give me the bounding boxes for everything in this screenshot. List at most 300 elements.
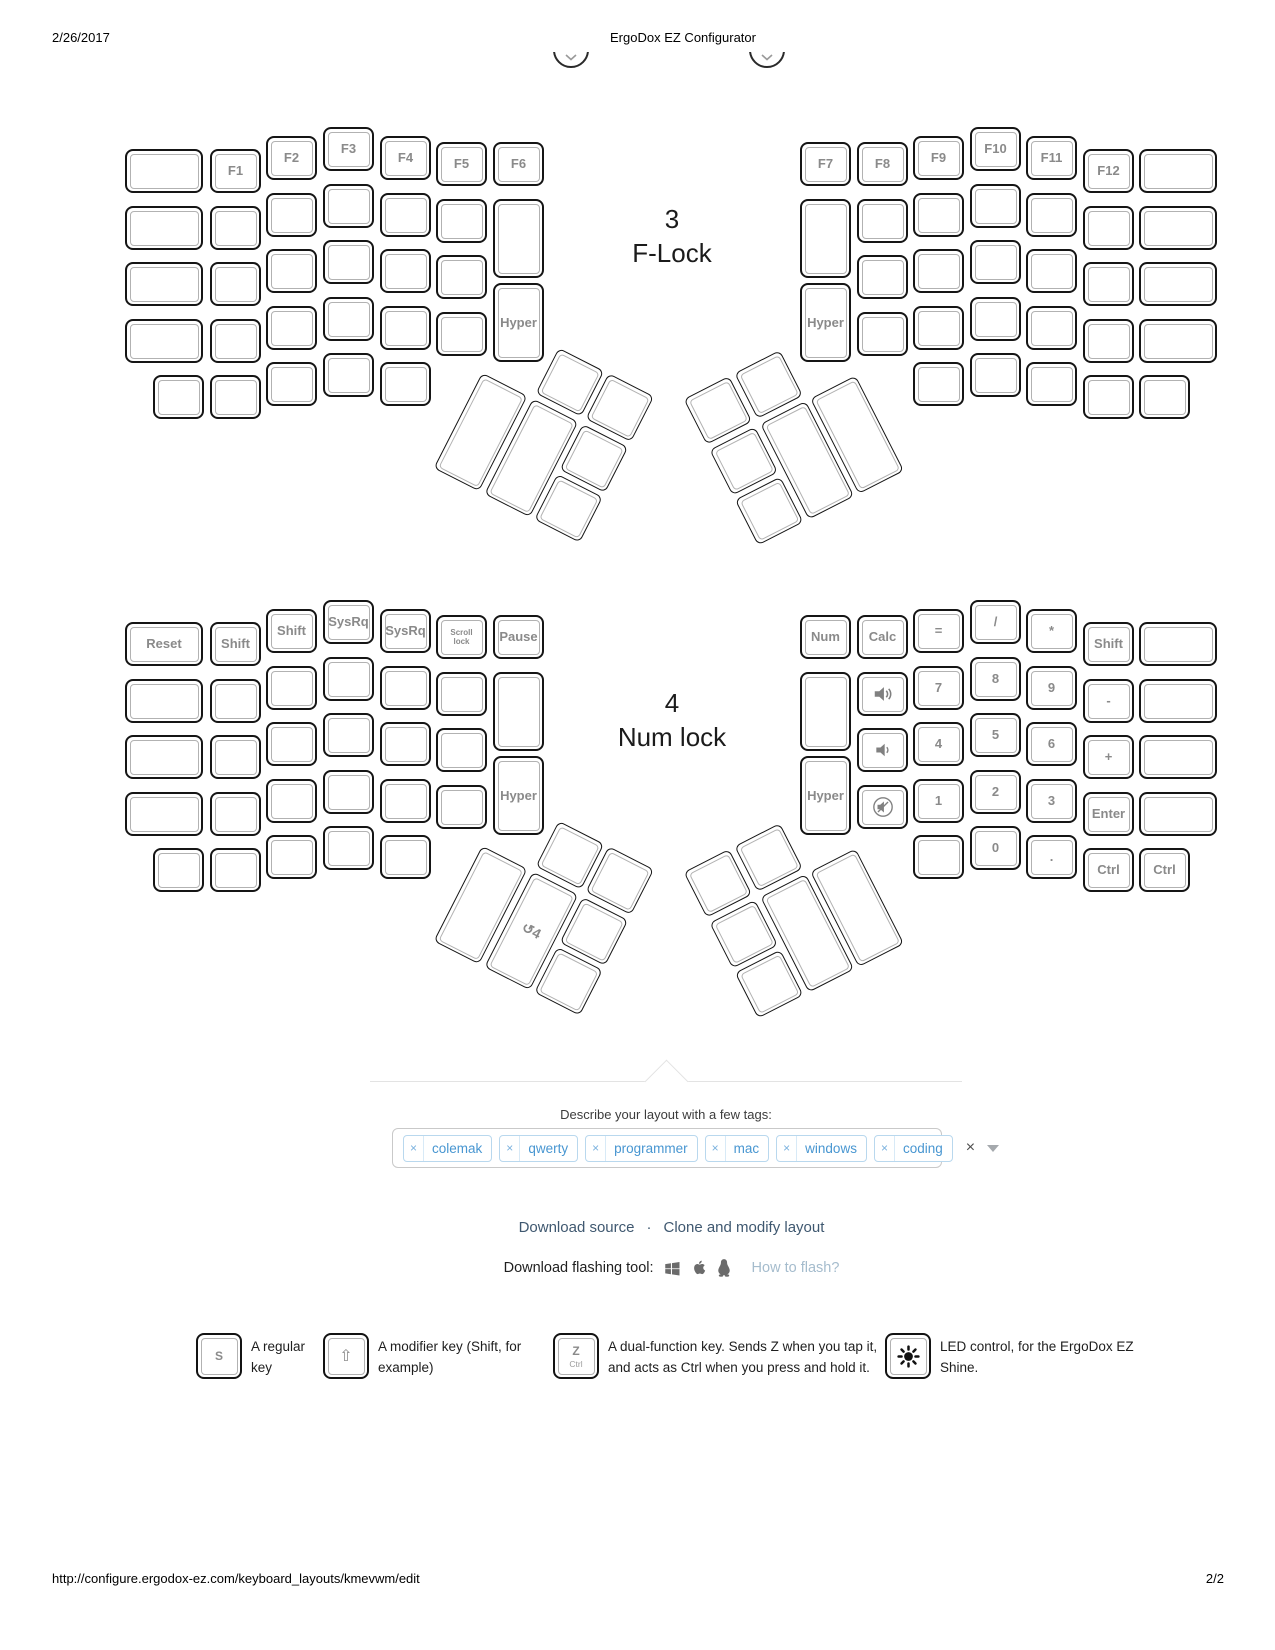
key-blank[interactable] bbox=[380, 249, 431, 293]
key-blank[interactable] bbox=[153, 375, 204, 419]
keycap bbox=[271, 614, 313, 649]
volume-mute-key[interactable] bbox=[857, 785, 908, 829]
key-blank[interactable] bbox=[493, 672, 544, 751]
key-blank[interactable] bbox=[323, 713, 374, 757]
key-label: F7 bbox=[817, 156, 834, 172]
key-ctrl[interactable] bbox=[1139, 848, 1190, 892]
key-enter[interactable] bbox=[1083, 792, 1134, 836]
key-+[interactable] bbox=[1083, 735, 1134, 779]
keycap bbox=[385, 727, 427, 762]
keycap bbox=[158, 853, 200, 888]
key-blank[interactable] bbox=[970, 353, 1021, 397]
keycap bbox=[130, 267, 199, 302]
key-label: 4 bbox=[934, 736, 943, 752]
key-label: SysRq bbox=[328, 614, 369, 630]
remove-tag-icon[interactable]: × bbox=[777, 1136, 797, 1161]
keycap bbox=[271, 254, 313, 289]
remove-tag-icon[interactable]: × bbox=[706, 1136, 726, 1161]
keycap bbox=[975, 302, 1017, 337]
key-blank[interactable] bbox=[1083, 375, 1134, 419]
key-blank[interactable] bbox=[1026, 362, 1077, 406]
key-label: Shift bbox=[277, 623, 306, 639]
key-f10[interactable] bbox=[970, 127, 1021, 171]
keycap bbox=[498, 204, 540, 274]
keycap bbox=[918, 141, 960, 176]
keycap bbox=[1088, 797, 1130, 832]
clone-layout-link[interactable]: Clone and modify layout bbox=[663, 1219, 825, 1236]
keycap bbox=[918, 671, 960, 706]
key-8[interactable] bbox=[970, 657, 1021, 701]
key-blank[interactable] bbox=[1083, 206, 1134, 250]
remove-tag-icon[interactable]: × bbox=[875, 1136, 895, 1161]
page-title: ErgoDox EZ Configurator bbox=[610, 30, 756, 45]
keycap bbox=[564, 902, 623, 961]
keycap bbox=[739, 355, 798, 414]
key-blank[interactable] bbox=[125, 149, 203, 193]
key-blank[interactable] bbox=[266, 666, 317, 710]
keycap bbox=[1031, 311, 1073, 346]
led-sun-icon bbox=[885, 1333, 931, 1379]
volume-down-key[interactable] bbox=[857, 728, 908, 772]
keycap bbox=[215, 627, 257, 662]
key-f1[interactable] bbox=[210, 149, 261, 193]
key-blank[interactable] bbox=[323, 184, 374, 228]
key-blank[interactable] bbox=[970, 184, 1021, 228]
key-label: 7 bbox=[934, 680, 943, 696]
collapse-layer-button[interactable] bbox=[748, 52, 788, 74]
keycap bbox=[1144, 684, 1213, 719]
keycap bbox=[271, 727, 313, 762]
key-reset[interactable] bbox=[125, 622, 203, 666]
keycap bbox=[215, 380, 257, 415]
keycap bbox=[271, 367, 313, 402]
caret-down-icon[interactable] bbox=[987, 1145, 999, 1152]
keycap bbox=[1031, 727, 1073, 762]
chevron-down-icon bbox=[761, 54, 773, 61]
keycap bbox=[918, 311, 960, 346]
layer-4-label bbox=[587, 686, 757, 754]
remove-tag-icon[interactable]: × bbox=[586, 1136, 606, 1161]
remove-tag-icon[interactable]: × bbox=[404, 1136, 424, 1161]
keycap bbox=[1031, 367, 1073, 402]
key-blank[interactable] bbox=[323, 353, 374, 397]
keycap bbox=[385, 311, 427, 346]
legend-key-sample bbox=[323, 1333, 369, 1379]
keycap bbox=[441, 620, 483, 655]
key-blank[interactable] bbox=[153, 848, 204, 892]
key-label: F5 bbox=[453, 156, 470, 172]
keycap bbox=[590, 851, 649, 910]
key-*[interactable] bbox=[1026, 609, 1077, 653]
key-blank[interactable] bbox=[323, 240, 374, 284]
keycap bbox=[130, 211, 199, 246]
key-blank[interactable] bbox=[323, 826, 374, 870]
key-blank[interactable] bbox=[1139, 792, 1217, 836]
key-5[interactable] bbox=[970, 713, 1021, 757]
keycap bbox=[1088, 740, 1130, 775]
keycap bbox=[975, 605, 1017, 640]
key-3[interactable] bbox=[1026, 779, 1077, 823]
keycap bbox=[862, 260, 904, 295]
key-blank[interactable] bbox=[125, 735, 203, 779]
key-9[interactable] bbox=[1026, 666, 1077, 710]
key-pause[interactable] bbox=[493, 615, 544, 659]
keycap bbox=[1031, 141, 1073, 176]
key-f2[interactable] bbox=[266, 136, 317, 180]
layer-4-left-thumb-cluster bbox=[431, 795, 660, 1024]
keycap bbox=[564, 429, 623, 488]
keycap bbox=[740, 481, 799, 540]
key-blank[interactable] bbox=[380, 306, 431, 350]
keycap bbox=[328, 718, 370, 753]
keycap bbox=[271, 840, 313, 875]
key-.[interactable] bbox=[1026, 835, 1077, 879]
key-blank[interactable] bbox=[125, 262, 203, 306]
key-blank[interactable] bbox=[266, 362, 317, 406]
keycap bbox=[862, 790, 904, 825]
keycap bbox=[1088, 627, 1130, 662]
key-f7[interactable] bbox=[800, 142, 851, 186]
tags-prompt: Describe your layout with a few tags: bbox=[560, 1107, 772, 1122]
key-label: Scroll lock bbox=[450, 628, 473, 646]
key-symbol[interactable] bbox=[1083, 679, 1134, 723]
key-blank[interactable] bbox=[436, 785, 487, 829]
key-blank[interactable] bbox=[1026, 193, 1077, 237]
keycap bbox=[441, 204, 483, 239]
key-f4[interactable] bbox=[380, 136, 431, 180]
keycap bbox=[688, 854, 747, 913]
key-blank[interactable] bbox=[493, 199, 544, 278]
keycap bbox=[215, 684, 257, 719]
key-blank[interactable] bbox=[1139, 375, 1190, 419]
tag-pill-colemak bbox=[403, 1135, 492, 1162]
key-blank[interactable] bbox=[436, 672, 487, 716]
keycap bbox=[271, 198, 313, 233]
key-blank[interactable] bbox=[380, 779, 431, 823]
tag-label: windows bbox=[805, 1140, 857, 1156]
keycap bbox=[328, 662, 370, 697]
keycap bbox=[441, 147, 483, 182]
key-label: Hyper bbox=[500, 314, 537, 330]
key-blank[interactable] bbox=[913, 306, 964, 350]
key-label: Hyper bbox=[807, 314, 844, 330]
key-ctrl[interactable] bbox=[1083, 848, 1134, 892]
keycap bbox=[385, 141, 427, 176]
linux-icon[interactable] bbox=[716, 1258, 732, 1277]
key-blank[interactable] bbox=[210, 375, 261, 419]
keycap bbox=[975, 358, 1017, 393]
tag-pill-windows bbox=[776, 1135, 867, 1162]
keycap bbox=[385, 671, 427, 706]
keycap bbox=[805, 677, 847, 747]
keycap bbox=[385, 614, 427, 649]
key-blank[interactable] bbox=[380, 722, 431, 766]
key-label: Calc bbox=[868, 629, 897, 645]
windows-icon[interactable] bbox=[663, 1259, 681, 1277]
volume-up-key[interactable] bbox=[857, 672, 908, 716]
key-blank[interactable] bbox=[1083, 319, 1134, 363]
key-sysrq[interactable] bbox=[380, 609, 431, 653]
key-blank[interactable] bbox=[266, 779, 317, 823]
key-f5[interactable] bbox=[436, 142, 487, 186]
keycap bbox=[1144, 797, 1213, 832]
keycap bbox=[540, 826, 599, 885]
tags-input[interactable] bbox=[392, 1128, 976, 1168]
key-blank[interactable] bbox=[210, 679, 261, 723]
key-label: Reset bbox=[146, 636, 182, 652]
key-label: F3 bbox=[340, 141, 357, 157]
key-blank[interactable] bbox=[857, 312, 908, 356]
keycap bbox=[271, 671, 313, 706]
key-7[interactable] bbox=[913, 666, 964, 710]
key-shift[interactable] bbox=[266, 609, 317, 653]
keycap bbox=[918, 840, 960, 875]
key-/[interactable] bbox=[970, 600, 1021, 644]
key-blank[interactable] bbox=[210, 206, 261, 250]
key-blank[interactable] bbox=[1139, 149, 1217, 193]
key-label: F1 bbox=[227, 163, 244, 179]
key-label: 8 bbox=[991, 671, 1000, 687]
keycap bbox=[1144, 853, 1186, 888]
keycap bbox=[328, 358, 370, 393]
keycap bbox=[918, 727, 960, 762]
keycap bbox=[328, 132, 370, 167]
key-label: 5 bbox=[991, 727, 1000, 743]
keycap bbox=[498, 620, 540, 655]
keycap bbox=[158, 380, 200, 415]
keycap bbox=[975, 132, 1017, 167]
clear-tags-icon[interactable]: × bbox=[965, 1139, 976, 1156]
key-blank[interactable] bbox=[913, 835, 964, 879]
keycap bbox=[385, 784, 427, 819]
legend-key-sample bbox=[553, 1333, 599, 1379]
key-label: 2 bbox=[991, 784, 1000, 800]
key-blank[interactable] bbox=[913, 249, 964, 293]
key-blank[interactable] bbox=[1139, 679, 1217, 723]
keycap bbox=[1031, 671, 1073, 706]
keycap bbox=[539, 479, 598, 538]
key-blank[interactable] bbox=[1026, 249, 1077, 293]
key-label: Hyper bbox=[807, 787, 844, 803]
keycap bbox=[130, 740, 199, 775]
key-f6[interactable] bbox=[493, 142, 544, 186]
key-blank[interactable] bbox=[1083, 262, 1134, 306]
keycap bbox=[714, 432, 773, 491]
keycap bbox=[805, 147, 847, 182]
layer-4-right-thumb-cluster bbox=[684, 795, 913, 1024]
keycap bbox=[862, 204, 904, 239]
apple-icon[interactable] bbox=[690, 1258, 707, 1277]
key-blank[interactable] bbox=[1139, 319, 1217, 363]
keycap bbox=[862, 733, 904, 768]
how-to-flash-link[interactable]: How to flash? bbox=[751, 1259, 840, 1276]
keycap bbox=[975, 662, 1017, 697]
key-blank[interactable] bbox=[913, 193, 964, 237]
keycap bbox=[862, 317, 904, 352]
legend-description: A dual-function key. Sends Z when you tap it, and acts as Ctrl when you press and hold it. bbox=[608, 1339, 878, 1375]
keycap bbox=[590, 378, 649, 437]
key-f3[interactable] bbox=[323, 127, 374, 171]
key-4[interactable] bbox=[913, 722, 964, 766]
keycap bbox=[1088, 380, 1130, 415]
flash-prompt: Download flashing tool: bbox=[503, 1259, 654, 1276]
key-sysrq[interactable] bbox=[323, 600, 374, 644]
layer-3-right-thumb-cluster bbox=[684, 322, 913, 551]
tag-pill-programmer bbox=[585, 1135, 698, 1162]
remove-tag-icon[interactable]: × bbox=[500, 1136, 520, 1161]
layout-links bbox=[68, 1219, 1275, 1236]
key-blank[interactable] bbox=[323, 657, 374, 701]
key-blank[interactable] bbox=[266, 835, 317, 879]
keycap bbox=[215, 853, 257, 888]
key-label: . bbox=[1049, 849, 1054, 865]
key-blank[interactable] bbox=[323, 770, 374, 814]
keycap bbox=[918, 198, 960, 233]
key-blank[interactable] bbox=[800, 672, 851, 751]
key-blank[interactable] bbox=[1139, 735, 1217, 779]
key-blank[interactable] bbox=[125, 206, 203, 250]
legend-key-label: S bbox=[214, 1349, 223, 1363]
key-blank[interactable] bbox=[125, 679, 203, 723]
key-blank[interactable] bbox=[1139, 206, 1217, 250]
footer-url: http://configure.ergodox-ez.com/keyboard_layouts/kmevwm/edit bbox=[52, 1571, 420, 1586]
key-scroll-lock[interactable] bbox=[436, 615, 487, 659]
key-label: = bbox=[934, 623, 943, 639]
key-blank[interactable] bbox=[266, 193, 317, 237]
collapse-layer-button[interactable] bbox=[552, 52, 592, 74]
download-source-link[interactable]: Download source bbox=[518, 1219, 635, 1236]
key-blank[interactable] bbox=[800, 199, 851, 278]
key-blank[interactable] bbox=[970, 240, 1021, 284]
keycap bbox=[441, 790, 483, 825]
key-blank[interactable] bbox=[210, 848, 261, 892]
keycap bbox=[441, 677, 483, 712]
key-blank[interactable] bbox=[210, 262, 261, 306]
keycap bbox=[498, 147, 540, 182]
keycap bbox=[385, 198, 427, 233]
keycap bbox=[975, 245, 1017, 280]
key-blank[interactable] bbox=[266, 249, 317, 293]
key-blank[interactable] bbox=[323, 297, 374, 341]
key-blank[interactable] bbox=[913, 362, 964, 406]
legend-description: LED control, for the ErgoDox EZ Shine. bbox=[940, 1339, 1134, 1375]
keycap bbox=[1031, 198, 1073, 233]
keycap bbox=[1031, 254, 1073, 289]
keycap bbox=[328, 302, 370, 337]
key-label: F9 bbox=[930, 150, 947, 166]
keycap bbox=[385, 367, 427, 402]
key-blank[interactable] bbox=[436, 728, 487, 772]
keycap bbox=[130, 324, 199, 359]
layer-number: 3 bbox=[664, 204, 680, 234]
key-f11[interactable] bbox=[1026, 136, 1077, 180]
key-calc[interactable] bbox=[857, 615, 908, 659]
key-label: - bbox=[1106, 693, 1111, 709]
legend-key-label: ⇧ bbox=[339, 1348, 353, 1365]
keycap bbox=[1144, 154, 1213, 189]
keycap bbox=[539, 952, 598, 1011]
key-2[interactable] bbox=[970, 770, 1021, 814]
key-f9[interactable] bbox=[913, 136, 964, 180]
key-blank[interactable] bbox=[380, 193, 431, 237]
key-blank[interactable] bbox=[125, 792, 203, 836]
key-blank[interactable] bbox=[436, 199, 487, 243]
divider-caret-up bbox=[645, 1060, 689, 1104]
legend-key-label: Z bbox=[572, 1343, 580, 1358]
layer-name: Num lock bbox=[617, 722, 727, 752]
key-label: 0 bbox=[991, 840, 1000, 856]
keycap bbox=[271, 311, 313, 346]
key-label: F11 bbox=[1040, 150, 1063, 166]
key-blank[interactable] bbox=[380, 666, 431, 710]
keycap bbox=[328, 189, 370, 224]
key-blank[interactable] bbox=[436, 312, 487, 356]
key-label: ↺4 bbox=[519, 919, 544, 943]
key-1[interactable] bbox=[913, 779, 964, 823]
keycap bbox=[740, 954, 799, 1013]
legend-description: A regular key bbox=[251, 1339, 306, 1375]
key-blank[interactable] bbox=[857, 255, 908, 299]
key-blank[interactable] bbox=[857, 199, 908, 243]
key-=[interactable] bbox=[913, 609, 964, 653]
keycap bbox=[975, 718, 1017, 753]
key-num[interactable] bbox=[800, 615, 851, 659]
key-blank[interactable] bbox=[436, 255, 487, 299]
keycap bbox=[1144, 740, 1213, 775]
tag-label: coding bbox=[902, 1140, 943, 1156]
key-f12[interactable] bbox=[1083, 149, 1134, 193]
keycap bbox=[271, 784, 313, 819]
keycap bbox=[441, 733, 483, 768]
key-blank[interactable] bbox=[380, 362, 431, 406]
keycap bbox=[1031, 784, 1073, 819]
key-blank[interactable] bbox=[1139, 262, 1217, 306]
key-blank[interactable] bbox=[266, 722, 317, 766]
key-label: * bbox=[1048, 623, 1055, 639]
key-blank[interactable] bbox=[210, 792, 261, 836]
keycap bbox=[1088, 154, 1130, 189]
key-shift[interactable] bbox=[1083, 622, 1134, 666]
key-6[interactable] bbox=[1026, 722, 1077, 766]
keycap bbox=[130, 797, 199, 832]
keycap bbox=[1088, 684, 1130, 719]
key-blank[interactable] bbox=[210, 735, 261, 779]
key-blank[interactable] bbox=[210, 319, 261, 363]
key-blank[interactable] bbox=[1139, 622, 1217, 666]
legend-key-sublabel: Ctrl bbox=[569, 1358, 583, 1369]
key-blank[interactable] bbox=[125, 319, 203, 363]
tag-label: mac bbox=[733, 1140, 760, 1156]
keycap bbox=[805, 204, 847, 274]
key-blank[interactable] bbox=[266, 306, 317, 350]
key-f8[interactable] bbox=[857, 142, 908, 186]
key-blank[interactable] bbox=[380, 835, 431, 879]
key-shift[interactable] bbox=[210, 622, 261, 666]
keycap bbox=[215, 267, 257, 302]
keycap bbox=[130, 154, 199, 189]
keycap bbox=[201, 1338, 238, 1375]
key-0[interactable] bbox=[970, 826, 1021, 870]
key-blank[interactable] bbox=[1026, 306, 1077, 350]
key-label: Ctrl bbox=[1153, 862, 1176, 878]
keycap bbox=[558, 1338, 595, 1375]
layer-3-left-thumb-cluster bbox=[431, 322, 660, 551]
keycap bbox=[1088, 267, 1130, 302]
tag-label: qwerty bbox=[528, 1140, 569, 1156]
flash-tools-row bbox=[68, 1258, 1275, 1277]
key-label: SysRq bbox=[385, 623, 426, 639]
key-blank[interactable] bbox=[970, 297, 1021, 341]
